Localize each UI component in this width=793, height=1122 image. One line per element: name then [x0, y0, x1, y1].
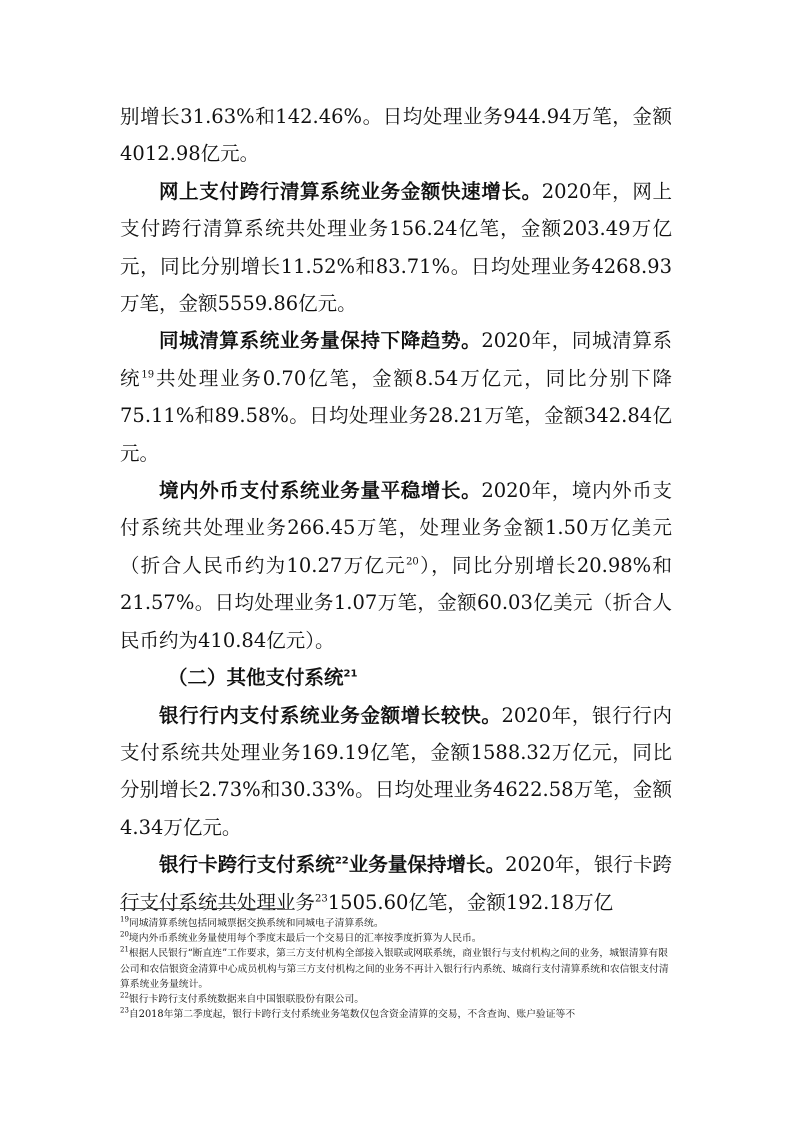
- paragraph-body: 1505.60亿笔，金额192.18万亿: [327, 890, 614, 914]
- paragraph-bank-card: [120, 846, 672, 921]
- footnote-ref[interactable]: 22: [334, 855, 349, 867]
- paragraph-lead: 境内外币支付系统业务量平稳增长。: [159, 479, 482, 503]
- paragraph-lead: 业务量保持增长。: [348, 853, 506, 877]
- paragraph-lead: 银行卡跨行支付系统: [159, 853, 335, 877]
- paragraph-body: 2020年，银行卡跨行支付系统共处理业务: [120, 853, 672, 914]
- paragraph-continued: 别增长31.63%和142.46%。日均处理业务944.94万笔，金额4012.98亿元。: [120, 105, 672, 166]
- footnote-21: $^{21}$根据人民银行“断直连”工作要求，第三方支付机构全部接入银联或网联系统，商业银行与支付机构之间的业务，城银清算有限公司和农信银资金清算中心成员机构与第三方支付机构之间的业务不再计入银行行内系统、城商行支付清算系统和农信银支付清算系统业务量统计。: [120, 946, 669, 990]
- paragraph-body: 2020年，网上支付跨行清算系统共处理业务156.24亿笔，金额203.49万亿元，同比分别增长11.52%和83.71%。日均处理业务4268.93万笔，金额5559.86亿元。: [120, 179, 672, 316]
- paragraph-foreign-currency: [120, 472, 672, 659]
- footnote-ref[interactable]: 21: [343, 668, 358, 680]
- paragraph-body: 2020年，境内外币支付系统共处理业务266.45万笔，处理业务金额1.50万亿美元（折合人民币约为10.27万亿元: [120, 479, 672, 577]
- paragraph-same-city-clearing: [120, 322, 672, 472]
- paragraph-lead: 同城清算系统业务量保持下降趋势。: [159, 329, 482, 353]
- paragraph-body: 共处理业务0.70亿笔，金额8.54万亿元，同比分别下降75.11%和89.58%。日均处理业务28.21万笔，金额342.84亿元。: [120, 366, 672, 465]
- footnote-ref[interactable]: 23: [315, 893, 328, 905]
- footnote-ref[interactable]: 19: [141, 369, 155, 381]
- footnotes: [120, 916, 672, 1022]
- paragraph-lead: 银行行内支付系统业务金额增长较快。: [159, 703, 502, 727]
- footnote-ref[interactable]: 20: [406, 556, 419, 568]
- footnote-divider: [120, 908, 285, 909]
- footnote-23: $^{23}$自2018年第二季度起，银行卡跨行支付系统业务笔数仅包含资金清算的交易，不含查询、账户验证等不: [120, 1006, 576, 1021]
- body-text: [120, 98, 672, 921]
- paragraph-body: 2020年，银行行内支付系统共处理业务169.19亿笔，金额1588.32万亿元，同比分别增长2.73%和30.33%。日均处理业务4622.58万笔，金额4.34万亿元。: [120, 703, 672, 839]
- footnote-22: $^{22}$银行卡跨行支付系统数据来自中国银联股份有限公司。: [120, 991, 365, 1006]
- footnote-20: $^{20}$境内外币系统业务量使用每个季度末最后一个交易日的汇率按季度折算为人民币。: [120, 930, 482, 945]
- paragraph-body: ），同比分别增长20.98%和21.57%。日均处理业务1.07万笔，金额60.03亿美元（折合人民币约为410.84亿元）。: [120, 553, 673, 652]
- paragraph-lead: 网上支付跨行清算系统业务金额快速增长。: [159, 179, 542, 203]
- paragraph-online-payment: [120, 173, 672, 323]
- paragraph-body: 2020年，同城清算系统: [120, 329, 672, 390]
- footnote-19: $^{19}$同城清算系统包括同城票据交换系统和同城电子清算系统。: [120, 915, 384, 929]
- section-heading: （二）其他支付系统$^{21}$: [168, 666, 358, 690]
- paragraph-bank-internal: [120, 697, 672, 847]
